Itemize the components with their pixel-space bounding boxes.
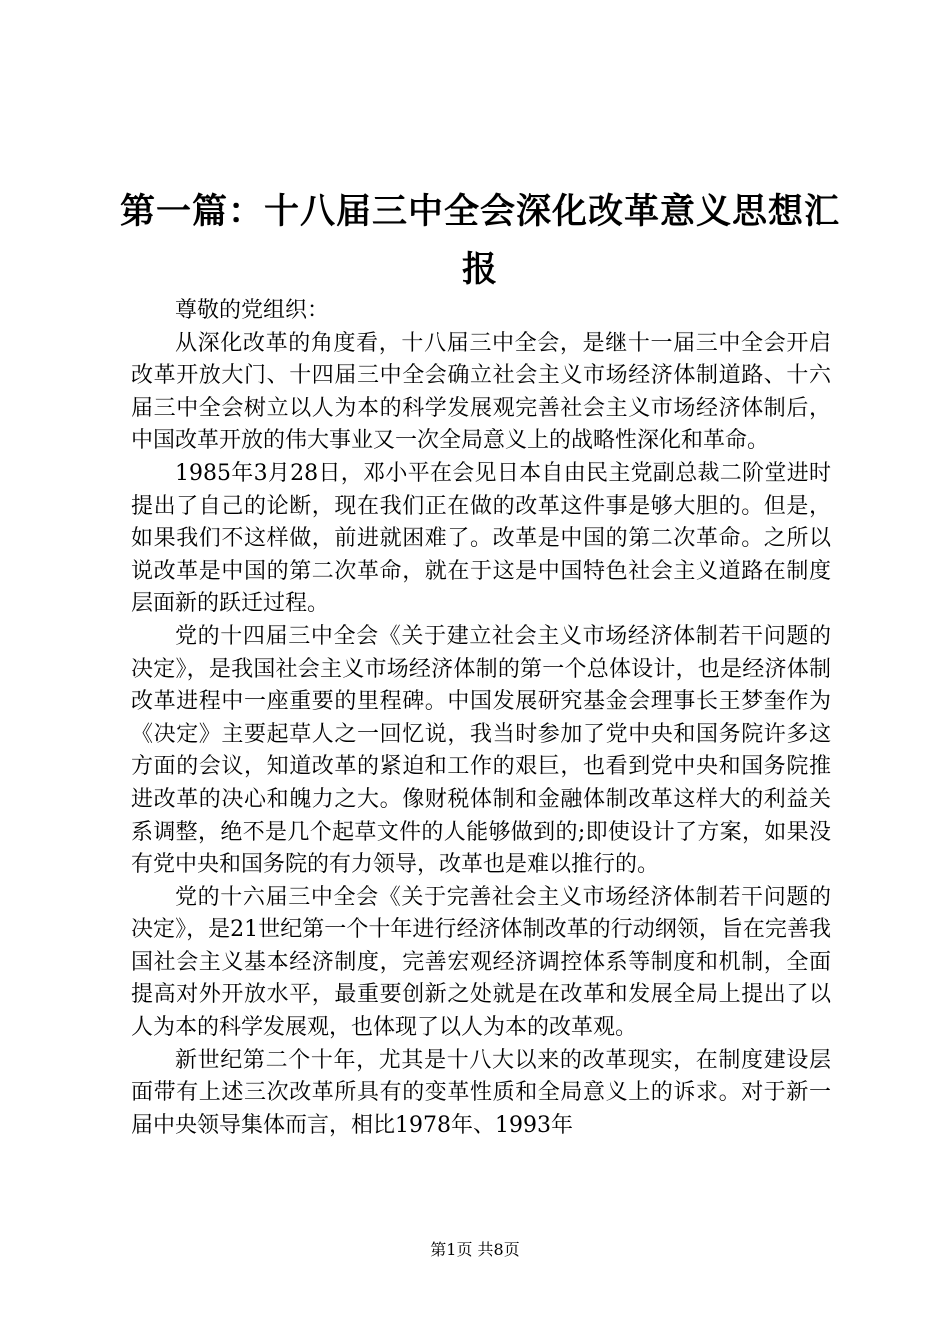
document-title: 第一篇：十八届三中全会深化改革意义思想汇报: [119, 192, 840, 290]
salutation: 尊敬的党组织：: [175, 298, 330, 323]
document-body: [131, 295, 831, 1142]
paragraph: 党的十六届三中全会《关于完善社会主义市场经济体制若干问题的决定》，是21世纪第一个十年进行经济体制改革的行动纲领，旨在完善我国社会主义基本经济制度，完善宏观经济调控体系等制度和机制，全面提高对外开放水平，最重要创新之处就是在改革和发展全局上提出了以人为本的科学发展观，也体现了以人为本的改革观。: [131, 884, 831, 1041]
paragraph: 党的十四届三中全会《关于建立社会主义市场经济体制若干问题的决定》，是我国社会主义市场经济体制的第一个总体设计，也是经济体制改革进程中一座重要的里程碑。中国发展研究基金会理事长王梦奎作为《决定》主要起草人之一回忆说，我当时参加了党中央和国务院许多这方面的会议，知道改革的紧迫和工作的艰巨，也看到党中央和国务院推进改革的决心和魄力之大。像财税体制和金融体制改革这样大的利益关系调整，绝不是几个起草文件的人能够做到的;即使设计了方案，如果没有党中央和国务院的有力领导，改革也是难以推行的。: [131, 623, 831, 878]
paragraph: 新世纪第二个十年，尤其是十八大以来的改革现实，在制度建设层面带有上述三次改革所具有的变革性质和全局意义上的诉求。对于新一届中央领导集体而言，相比1978年、1993年: [131, 1047, 831, 1138]
paragraph: 从深化改革的角度看，十八届三中全会，是继十一届三中全会开启改革开放大门、十四届三中全会确立社会主义市场经济体制道路、十六届三中全会树立以人为本的科学发展观完善社会主义市场经济体制后，中国改革开放的伟大事业又一次全局意义上的战略性深化和革命。: [131, 330, 831, 454]
paragraph: 1985年3月28日，邓小平在会见日本自由民主党副总裁二阶堂进时提出了自己的论断，现在我们正在做的改革这件事是够大胆的。但是，如果我们不这样做，前进就困难了。改革是中国的第二次革命。之所以说改革是中国的第二次革命，就在于这是中国特色社会主义道路在制度层面新的跃迁过程。: [131, 460, 831, 617]
page-footer: 第1页 共8页: [430, 1240, 520, 1259]
